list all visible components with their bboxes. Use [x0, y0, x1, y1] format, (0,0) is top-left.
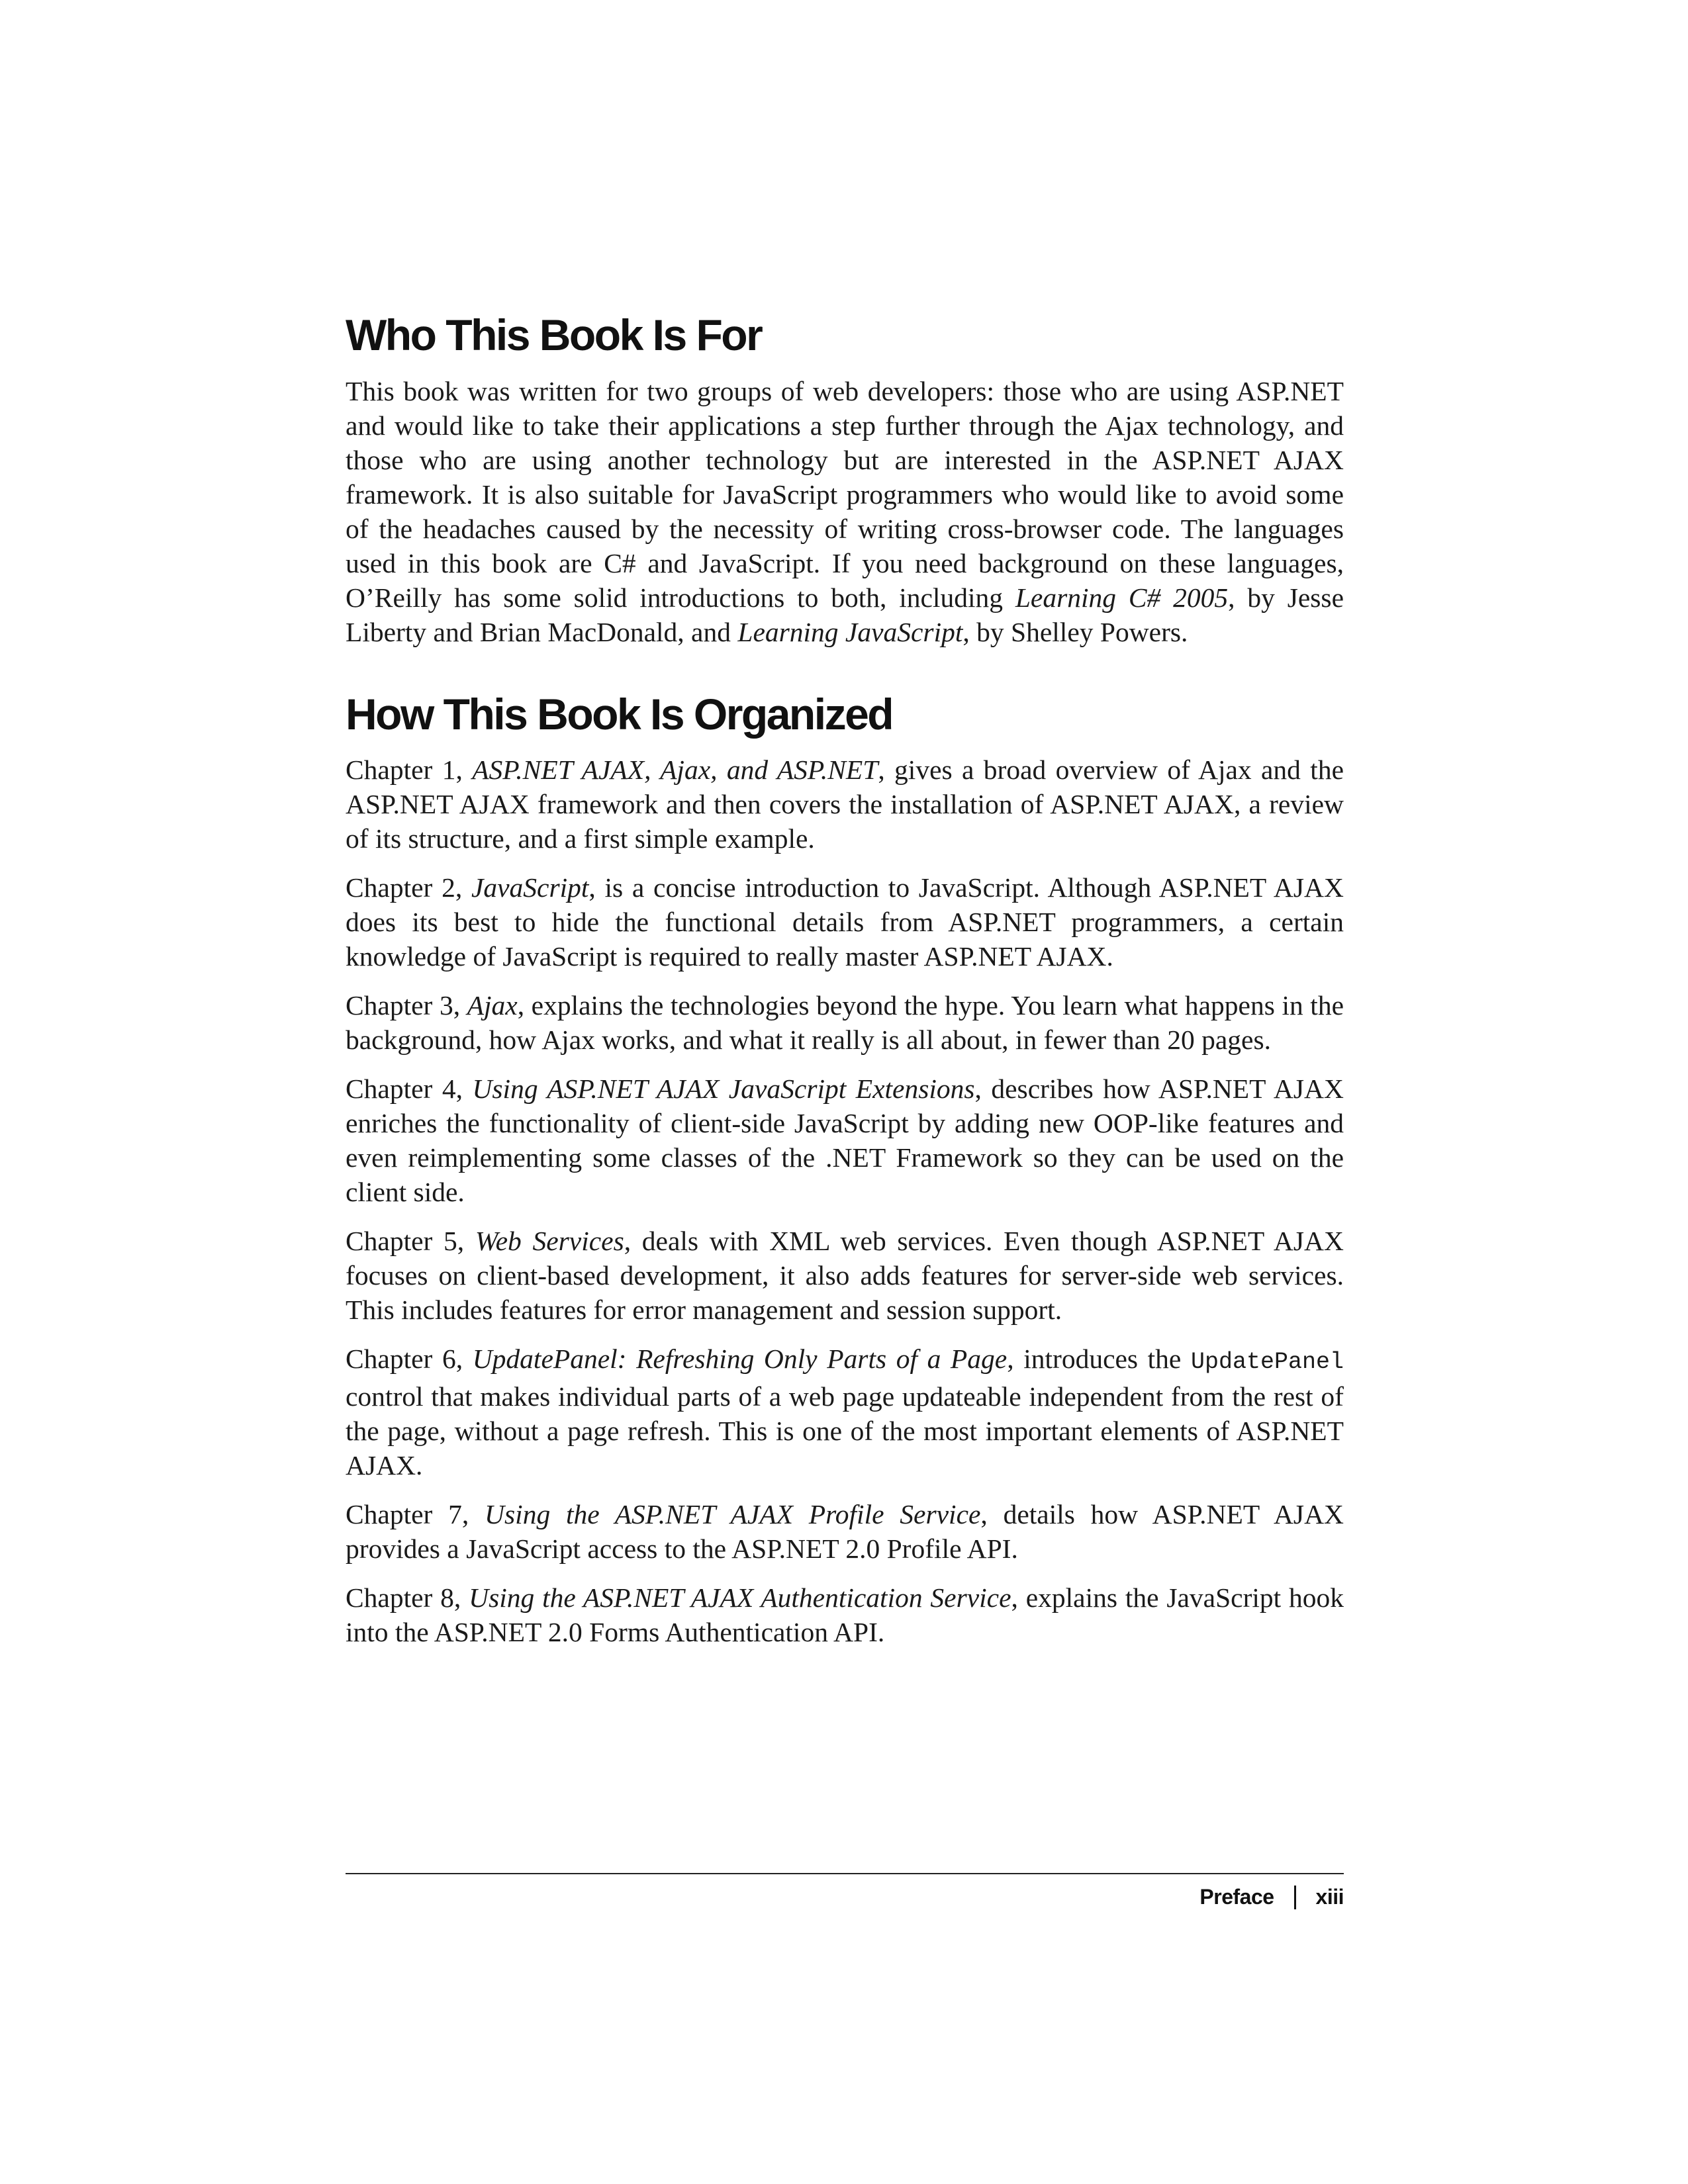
- chapter-label: Chapter 5,: [346, 1226, 475, 1257]
- section-heading-who-this-book-is-for: Who This Book Is For: [346, 310, 762, 359]
- chapter-label: Chapter 2,: [346, 872, 471, 903]
- chapter-description: , introduces the: [1007, 1343, 1191, 1375]
- chapter-description: , describes how ASP.NET AJAX enriches the functionality of client-side JavaScript by adding new OOP-like features and even reimplementing some classes of the .NET Framework so they can be used on the client side.: [346, 1073, 1344, 1208]
- code-identifier-updatepanel: UpdatePanel: [1190, 1349, 1344, 1376]
- chapter-description: , is a concise introduction to JavaScript. Although ASP.NET AJAX does its best to hide the functional details from ASP.NET programmers, a certain knowledge of JavaScript is required to really master ASP.NET AJAX.: [346, 872, 1344, 972]
- chapter-label: Chapter 1,: [346, 754, 473, 786]
- chapter-description: , gives a broad overview of Ajax and the ASP.NET AJAX framework and then covers the installation of ASP.NET AJAX, a review of its structure, and a first simple example.: [346, 754, 1344, 854]
- chapter-2-paragraph: [346, 870, 1344, 974]
- chapter-title: Web Services: [475, 1226, 624, 1257]
- section-heading-how-organized: How This Book Is Organized: [346, 689, 893, 739]
- page-content: [346, 311, 1344, 1664]
- chapter-title: Using the ASP.NET AJAX Profile Service: [485, 1499, 981, 1530]
- chapter-label: Chapter 3,: [346, 990, 467, 1021]
- page-number: xiii: [1315, 1885, 1344, 1909]
- page-footer: [1199, 1885, 1344, 1909]
- footer-section-label: Preface: [1199, 1885, 1274, 1909]
- chapter-7-paragraph: [346, 1497, 1344, 1566]
- chapter-title: Using the ASP.NET AJAX Authentication Service: [469, 1582, 1011, 1614]
- chapter-title: Ajax: [467, 990, 518, 1021]
- chapter-5-paragraph: [346, 1224, 1344, 1327]
- chapter-title: UpdatePanel: Refreshing Only Parts of a Page: [472, 1343, 1008, 1375]
- chapter-6-paragraph: [346, 1342, 1344, 1482]
- chapter-3-paragraph: [346, 988, 1344, 1057]
- chapter-description-continued: control that makes individual parts of a web page updateable independent from the rest of the page, without a page refresh. This is one of the most important elements of ASP.NET AJAX.: [346, 1381, 1344, 1481]
- chapter-description: , explains the technologies beyond the hype. You learn what happens in the background, how Ajax works, and what it really is all about, in fewer than 20 pages.: [346, 990, 1344, 1056]
- footer-divider: [346, 1873, 1344, 1874]
- chapter-8-paragraph: [346, 1580, 1344, 1649]
- chapter-title: JavaScript: [471, 872, 589, 903]
- chapter-label: Chapter 6,: [346, 1343, 473, 1375]
- chapter-label: Chapter 8,: [346, 1582, 469, 1614]
- chapter-1-paragraph: [346, 752, 1344, 856]
- book-title-learning-csharp: Learning C# 2005: [1015, 582, 1229, 613]
- chapter-label: Chapter 7,: [346, 1499, 485, 1530]
- footer-separator: [1294, 1886, 1296, 1909]
- chapter-title: Using ASP.NET AJAX JavaScript Extensions: [472, 1073, 975, 1105]
- audience-paragraph: [346, 374, 1344, 649]
- book-title-learning-javascript: Learning JavaScript: [737, 616, 963, 647]
- audience-text-3: , by Shelley Powers.: [962, 616, 1188, 647]
- chapter-description: , details how ASP.NET AJAX provides a JavaScript access to the ASP.NET 2.0 Profile API.: [346, 1499, 1344, 1565]
- chapter-4-paragraph: [346, 1071, 1344, 1209]
- chapter-label: Chapter 4,: [346, 1073, 473, 1105]
- chapter-description: , explains the JavaScript hook into the ASP.NET 2.0 Forms Authentication API.: [346, 1582, 1344, 1648]
- chapter-description: , deals with XML web services. Even though ASP.NET AJAX focuses on client-based development, it also adds features for server-side web services. This includes features for error management and session support.: [346, 1226, 1344, 1326]
- audience-text-2: , by Jesse Liberty and Brian MacDonald, and: [346, 582, 1344, 647]
- chapter-title: ASP.NET AJAX, Ajax, and ASP.NET: [472, 754, 878, 786]
- audience-text-1: This book was written for two groups of web developers: those who are using ASP.NET and would like to take their applications a step further through the Ajax technology, and those who are using another technology but are interested in the ASP.NET AJAX framework. It is also suitable for JavaScript programmers who would like to avoid some of the headaches caused by the necessity of writing cross-browser code. The languages used in this book are C# and JavaScript. If you need background on these languages, O’Reilly has some solid introductions to both, including: [346, 375, 1344, 613]
